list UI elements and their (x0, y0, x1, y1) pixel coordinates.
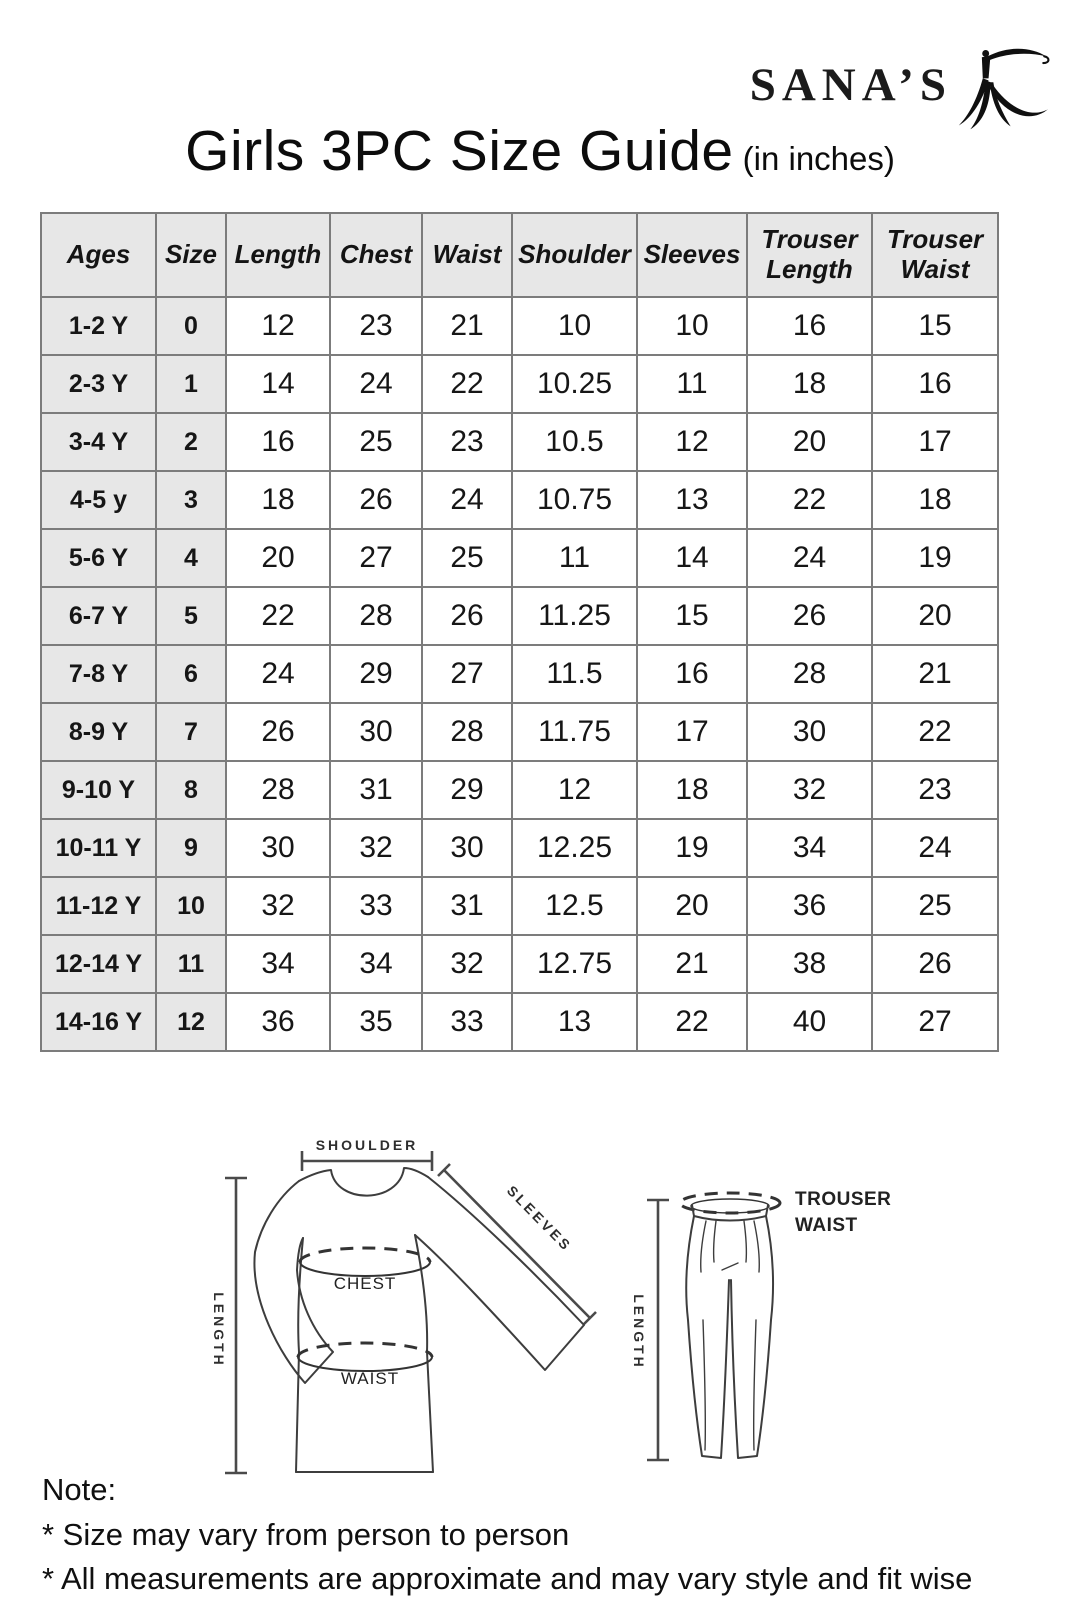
size-cell: 8 (156, 761, 226, 819)
value-cell: 26 (872, 935, 998, 993)
value-cell: 23 (330, 297, 422, 355)
size-cell: 11 (156, 935, 226, 993)
column-header: Chest (330, 213, 422, 297)
value-cell: 25 (330, 413, 422, 471)
value-cell: 14 (637, 529, 747, 587)
value-cell: 10 (512, 297, 637, 355)
brand-name: SANA’S (749, 59, 952, 111)
value-cell: 20 (872, 587, 998, 645)
table-row (41, 703, 998, 761)
note-item: * All measurements are approximate and may vary style and fit wise (42, 1561, 973, 1597)
value-cell: 29 (330, 645, 422, 703)
value-cell: 26 (422, 587, 512, 645)
value-cell: 18 (747, 355, 872, 413)
value-cell: 33 (422, 993, 512, 1051)
trouser-waist-label-line2: WAIST (795, 1215, 858, 1236)
ages-cell: 1-2 Y (41, 297, 156, 355)
shoulder-label: SHOULDER (315, 1137, 419, 1153)
value-cell: 22 (422, 355, 512, 413)
title-text: Girls 3PC Size Guide (185, 119, 734, 183)
value-cell: 26 (226, 703, 330, 761)
sleeves-label: SLEEVES (503, 1182, 576, 1255)
value-cell: 18 (637, 761, 747, 819)
chest-girth-ellipse (300, 1248, 430, 1276)
column-header: Trouser Length (747, 213, 872, 297)
size-cell: 7 (156, 703, 226, 761)
value-cell: 16 (226, 413, 330, 471)
column-header: Length (226, 213, 330, 297)
value-cell: 12 (512, 761, 637, 819)
value-cell: 14 (226, 355, 330, 413)
shirt-length-label: LENGTH (211, 1292, 227, 1368)
value-cell: 12.75 (512, 935, 637, 993)
value-cell: 16 (637, 645, 747, 703)
value-cell: 29 (422, 761, 512, 819)
value-cell: 22 (747, 471, 872, 529)
size-cell: 5 (156, 587, 226, 645)
trouser-length-measure-line (647, 1200, 669, 1460)
value-cell: 11.25 (512, 587, 637, 645)
size-cell: 3 (156, 471, 226, 529)
value-cell: 10.25 (512, 355, 637, 413)
table-row (41, 529, 998, 587)
value-cell: 32 (422, 935, 512, 993)
table-row (41, 471, 998, 529)
value-cell: 34 (226, 935, 330, 993)
value-cell: 23 (422, 413, 512, 471)
size-table-body (41, 297, 998, 1051)
size-cell: 1 (156, 355, 226, 413)
value-cell: 13 (512, 993, 637, 1051)
value-cell: 30 (747, 703, 872, 761)
value-cell: 16 (747, 297, 872, 355)
value-cell: 24 (330, 355, 422, 413)
ages-cell: 7-8 Y (41, 645, 156, 703)
value-cell: 32 (226, 877, 330, 935)
value-cell: 20 (747, 413, 872, 471)
value-cell: 22 (872, 703, 998, 761)
ages-cell: 6-7 Y (41, 587, 156, 645)
notes (42, 1468, 972, 1602)
value-cell: 11.5 (512, 645, 637, 703)
shirt-drawing (211, 1137, 596, 1473)
ages-cell: 5-6 Y (41, 529, 156, 587)
size-cell: 9 (156, 819, 226, 877)
value-cell: 25 (422, 529, 512, 587)
value-cell: 35 (330, 993, 422, 1051)
page-title (0, 118, 1080, 184)
value-cell: 31 (330, 761, 422, 819)
value-cell: 17 (872, 413, 998, 471)
waist-girth-ellipse (298, 1343, 432, 1371)
value-cell: 11.75 (512, 703, 637, 761)
value-cell: 17 (637, 703, 747, 761)
value-cell: 30 (422, 819, 512, 877)
value-cell: 27 (330, 529, 422, 587)
shirt-length-measure-line (225, 1178, 247, 1473)
value-cell: 38 (747, 935, 872, 993)
value-cell: 24 (422, 471, 512, 529)
note-heading: Note: (42, 1472, 117, 1507)
value-cell: 28 (226, 761, 330, 819)
table-row (41, 413, 998, 471)
value-cell: 25 (872, 877, 998, 935)
ages-cell: 12-14 Y (41, 935, 156, 993)
column-header: Waist (422, 213, 512, 297)
value-cell: 21 (637, 935, 747, 993)
table-row (41, 297, 998, 355)
value-cell: 22 (637, 993, 747, 1051)
table-row (41, 587, 998, 645)
size-cell: 6 (156, 645, 226, 703)
value-cell: 34 (747, 819, 872, 877)
table-row (41, 761, 998, 819)
value-cell: 13 (637, 471, 747, 529)
value-cell: 22 (226, 587, 330, 645)
size-cell: 10 (156, 877, 226, 935)
trouser-length-label: LENGTH (631, 1294, 647, 1370)
ages-cell: 2-3 Y (41, 355, 156, 413)
value-cell: 19 (872, 529, 998, 587)
table-row (41, 935, 998, 993)
value-cell: 23 (872, 761, 998, 819)
column-header: Ages (41, 213, 156, 297)
column-header: Trouser Waist (872, 213, 998, 297)
size-table-header-row (41, 213, 998, 297)
value-cell: 32 (330, 819, 422, 877)
ages-cell: 3-4 Y (41, 413, 156, 471)
ages-cell: 9-10 Y (41, 761, 156, 819)
value-cell: 27 (872, 993, 998, 1051)
value-cell: 10 (637, 297, 747, 355)
value-cell: 30 (330, 703, 422, 761)
value-cell: 28 (330, 587, 422, 645)
value-cell: 15 (872, 297, 998, 355)
value-cell: 26 (747, 587, 872, 645)
waist-label: WAIST (340, 1369, 400, 1388)
shoulder-measure-line (302, 1151, 432, 1171)
value-cell: 11 (512, 529, 637, 587)
table-row (41, 819, 998, 877)
column-header: Size (156, 213, 226, 297)
value-cell: 30 (226, 819, 330, 877)
value-cell: 19 (637, 819, 747, 877)
value-cell: 24 (872, 819, 998, 877)
measurement-diagrams (0, 1080, 1080, 1500)
title-unit: (in inches) (742, 140, 895, 177)
chest-label: CHEST (333, 1274, 397, 1293)
note-item: * Size may vary from person to person (42, 1516, 570, 1552)
value-cell: 12.5 (512, 877, 637, 935)
ages-cell: 14-16 Y (41, 993, 156, 1051)
value-cell: 10.75 (512, 471, 637, 529)
value-cell: 34 (330, 935, 422, 993)
size-cell: 12 (156, 993, 226, 1051)
value-cell: 24 (226, 645, 330, 703)
value-cell: 11 (637, 355, 747, 413)
value-cell: 20 (226, 529, 330, 587)
table-row (41, 645, 998, 703)
ages-cell: 10-11 Y (41, 819, 156, 877)
value-cell: 40 (747, 993, 872, 1051)
value-cell: 10.5 (512, 413, 637, 471)
value-cell: 21 (422, 297, 512, 355)
size-cell: 4 (156, 529, 226, 587)
value-cell: 28 (422, 703, 512, 761)
value-cell: 12 (226, 297, 330, 355)
value-cell: 28 (747, 645, 872, 703)
value-cell: 24 (747, 529, 872, 587)
value-cell: 20 (637, 877, 747, 935)
value-cell: 18 (226, 471, 330, 529)
column-header: Sleeves (637, 213, 747, 297)
value-cell: 16 (872, 355, 998, 413)
value-cell: 32 (747, 761, 872, 819)
ages-cell: 4-5 y (41, 471, 156, 529)
value-cell: 12 (637, 413, 747, 471)
table-row (41, 993, 998, 1051)
value-cell: 12.25 (512, 819, 637, 877)
trouser-waist-label-line1: TROUSER (795, 1189, 892, 1210)
column-header: Shoulder (512, 213, 637, 297)
trouser-waist-girth-ellipse (680, 1193, 780, 1213)
value-cell: 26 (330, 471, 422, 529)
value-cell: 27 (422, 645, 512, 703)
value-cell: 36 (747, 877, 872, 935)
size-table (40, 212, 999, 1052)
ages-cell: 11-12 Y (41, 877, 156, 935)
ages-cell: 8-9 Y (41, 703, 156, 761)
value-cell: 36 (226, 993, 330, 1051)
value-cell: 21 (872, 645, 998, 703)
value-cell: 33 (330, 877, 422, 935)
value-cell: 18 (872, 471, 998, 529)
table-row (41, 877, 998, 935)
trousers-drawing (631, 1189, 891, 1460)
table-row (41, 355, 998, 413)
size-cell: 2 (156, 413, 226, 471)
trousers-outline (686, 1205, 773, 1458)
value-cell: 15 (637, 587, 747, 645)
value-cell: 31 (422, 877, 512, 935)
size-cell: 0 (156, 297, 226, 355)
